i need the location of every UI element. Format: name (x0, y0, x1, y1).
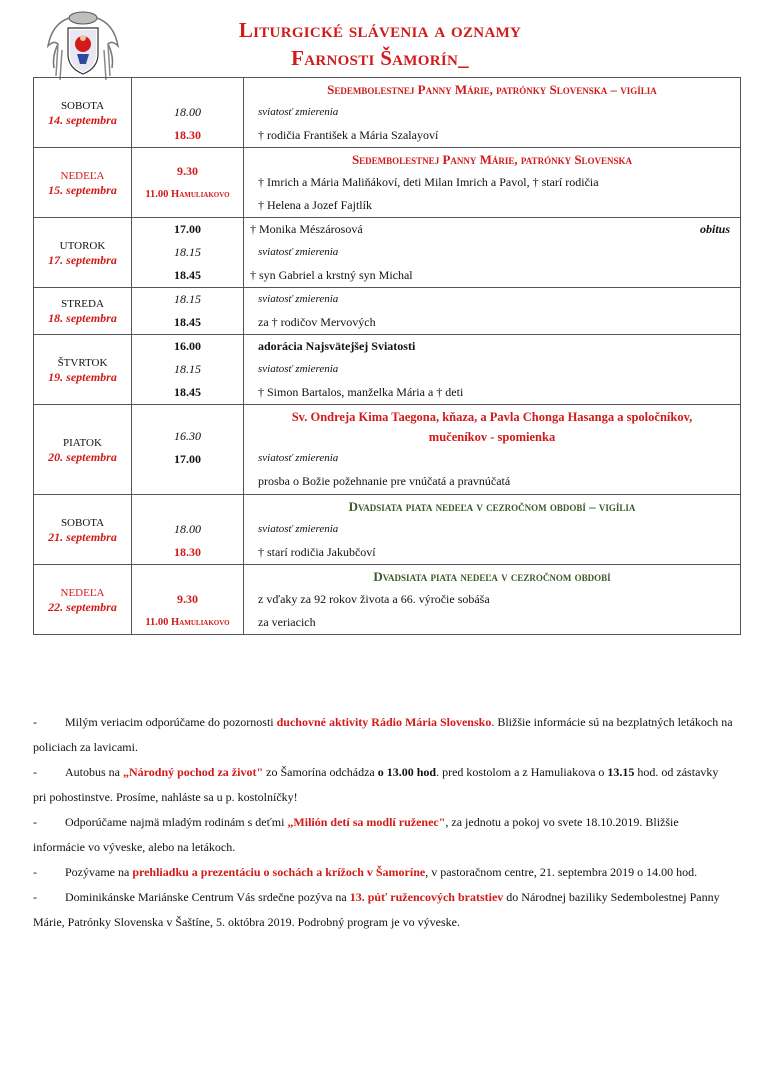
feast-title: Dvadsiata piata nedeľa v cezročnom období – vigília (348, 499, 636, 514)
day-date: 20. septembra (48, 449, 117, 464)
time-line (132, 495, 243, 518)
time-line: 17.00 (174, 452, 201, 466)
time-line: 18.45 (174, 268, 201, 282)
announcement-text: zo Šamorína odchádza (263, 765, 378, 779)
day-date: 21. septembra (48, 529, 117, 544)
mass-intention: † Simon Bartalos, manželka Mária a † deti (258, 385, 464, 399)
schedule-row (34, 288, 741, 335)
mass-intention: za † rodičov Mervových (258, 315, 376, 329)
intention-cell (244, 218, 741, 288)
bullet-dash: - (33, 890, 37, 904)
parish-crest-logo (44, 10, 122, 82)
announcement-text: Pozývame na (65, 865, 133, 879)
day-cell (34, 218, 132, 288)
day-name: STREDA (61, 298, 104, 310)
mass-intention: † rodičia František a Mária Szalayoví (258, 128, 439, 142)
intention-cell (244, 565, 741, 635)
time-cell (132, 78, 244, 148)
title-line-1: Liturgické slávenia a oznamy (238, 18, 522, 42)
time-cell (132, 565, 244, 635)
time-line (132, 78, 243, 101)
time-line: 18.00 (174, 105, 201, 119)
feast-title: Sv. Ondreja Kima Taegona, kňaza, a Pavla Chonga Hasanga a spoločníkov, (291, 409, 693, 424)
time-line: 17.00 (174, 222, 201, 236)
day-date: 19. septembra (48, 369, 117, 384)
day-cell (34, 565, 132, 635)
schedule-row (34, 78, 741, 148)
time-cell (132, 495, 244, 565)
time-cell (132, 335, 244, 405)
announcements (33, 710, 733, 935)
highlighted-text: 13. púť ružencových bratstiev (349, 890, 504, 904)
schedule-row (34, 148, 741, 218)
day-name: PIATOK (63, 436, 102, 449)
day-date: 15. septembra (48, 182, 117, 197)
announcement-item (33, 860, 733, 885)
time-line: 9.30 (177, 592, 198, 606)
time-line (132, 471, 243, 494)
day-name: UTOROK (59, 239, 106, 252)
schedule-row (34, 495, 741, 565)
bullet-dash: - (33, 765, 37, 779)
announcement-text: hod. od zástavky pri pohostinstve. Prosíme, nahláste sa u p. kostolníčky! (33, 765, 719, 804)
mass-intention: † Helena a Jozef Fajtlík (258, 198, 372, 212)
schedule-row (34, 565, 741, 635)
announcement-text: , v pastoračnom centre, 21. septembra 2019 o 14.00 hod. (425, 865, 698, 879)
announcement-text: , za jednotu a pokoj vo svete 18.10.2019. Bližšie informácie vo výveske, alebo na letákoch. (33, 815, 679, 854)
day-date: 17. septembra (48, 252, 117, 267)
day-cell (34, 148, 132, 218)
time-line: 18.45 (174, 385, 201, 399)
feast-title: Sedembolestnej Panny Márie, patrónky Slovenska (351, 152, 633, 167)
announcement-text: Dominikánske Mariánske Centrum Vás srdečne pozýva na (65, 890, 350, 904)
announcement-text: Milým veriacim odporúčame do pozornosti (65, 715, 277, 729)
feast-title: mučeníkov - spomienka (428, 429, 556, 444)
confession-note: sviatosť zmierenia (258, 451, 339, 464)
announcement-item (33, 710, 733, 760)
page-title (130, 16, 630, 72)
day-cell (34, 495, 132, 565)
title-line-2: Farnosti Šamorín_ (291, 46, 469, 70)
feast-title: Sedembolestnej Panny Márie, patrónky Slovenska – vigília (327, 82, 657, 97)
highlighted-text: duchovné aktivity Rádio Mária Slovensko (276, 715, 492, 729)
time-line: 18.30 (174, 545, 201, 559)
mass-intention: adorácia Najsvätejšej Sviatosti (258, 339, 416, 353)
intention-cell (244, 335, 741, 405)
time-line (132, 565, 243, 588)
announcement-item (33, 810, 733, 860)
day-name: SOBOTA (60, 516, 105, 529)
day-name: NEDEĽA (60, 169, 105, 182)
confession-note: sviatosť zmierenia (258, 523, 339, 535)
announcement-text: Odporúčame najmä mladým rodinám s deťmi (65, 815, 288, 829)
day-date: 14. septembra (48, 112, 117, 127)
highlighted-text: „Národný pochod za život" (123, 765, 264, 779)
location-name: Hamuliakovo (171, 617, 230, 628)
time-cell (132, 288, 244, 335)
bullet-dash: - (33, 815, 37, 829)
time-line: 18.15 (174, 292, 201, 306)
confession-note: sviatosť zmierenia (258, 363, 339, 375)
mass-intention: † starí rodičia Jakubčoví (258, 545, 376, 559)
intention-cell (244, 495, 741, 565)
time-line: 18.00 (174, 522, 201, 536)
feast-title: Dvadsiata piata nedeľa v cezročnom období (373, 569, 611, 584)
confession-note: sviatosť zmierenia (258, 293, 339, 305)
day-date: 18. septembra (48, 311, 117, 325)
time-line: 18.30 (174, 128, 201, 142)
intention-cell (244, 405, 741, 495)
day-name: SOBOTA (60, 99, 105, 112)
day-cell (34, 288, 132, 335)
time-line: 11.00 Hamuliakovo (145, 188, 230, 200)
intention-cell (244, 78, 741, 148)
obitus-label: obitus (699, 222, 730, 236)
bullet-dash: - (33, 865, 37, 879)
intention-cell (244, 288, 741, 335)
time-line: 16.30 (174, 429, 201, 443)
time-cell (132, 148, 244, 218)
mass-intention: † Imrich a Mária Maliňákoví, deti Milan Imrich a Pavol, † starí rodičia (258, 175, 599, 189)
day-name: ŠTVRTOK (57, 356, 108, 369)
time-line: 16.00 (174, 339, 201, 353)
announcement-text: . pred kostolom a z Hamuliakova o (436, 765, 608, 779)
bold-text: 13.15 (607, 765, 635, 779)
mass-intention: z vďaky za 92 rokov života a 66. výročie sobáša (258, 592, 490, 606)
day-name: NEDEĽA (60, 586, 105, 599)
time-line: 11.00 Hamuliakovo (145, 617, 230, 628)
bold-text: o 13.00 hod (377, 765, 437, 779)
time-line: 9.30 (177, 163, 198, 178)
time-line: 18.15 (174, 362, 201, 376)
confession-note: sviatosť zmierenia (258, 106, 339, 118)
time-line (132, 405, 243, 425)
time-cell (132, 405, 244, 495)
announcement-item (33, 885, 733, 935)
confession-note: sviatosť zmierenia (258, 246, 339, 258)
schedule-row (34, 405, 741, 495)
schedule-row (34, 335, 741, 405)
highlighted-text: „Milión detí sa modlí ruženec" (287, 815, 446, 829)
announcement-item (33, 760, 733, 810)
schedule-row (34, 218, 741, 288)
bullet-dash: - (33, 715, 37, 729)
location-name: Hamuliakovo (171, 188, 230, 200)
announcement-text: . Bližšie informácie sú na bezplatných letákoch na policiach za lavicami. (33, 715, 733, 754)
day-cell (34, 335, 132, 405)
mass-intention: za veriacich (258, 615, 316, 629)
mass-intention: † syn Gabriel a krstný syn Michal (250, 268, 413, 282)
day-cell (34, 405, 132, 495)
time-line: 18.45 (174, 315, 201, 329)
time-line: 18.15 (174, 245, 201, 259)
time-cell (132, 218, 244, 288)
highlighted-text: prehliadku a prezentáciu o sochách a krížoch v Šamoríne (132, 865, 426, 879)
day-date: 22. septembra (48, 599, 117, 614)
mass-intention: prosba o Božie požehnanie pre vnúčatá a pravnúčatá (258, 473, 511, 488)
schedule-table (33, 77, 741, 635)
announcement-text: do Národnej baziliky Sedembolestnej Panny Márie, Patrónky Slovenska v Šaštíne, 5. októbra 2019. Podrobný program je vo výveske. (33, 890, 720, 929)
announcement-text: Autobus na (65, 765, 123, 779)
intention-cell (244, 148, 741, 218)
day-cell (34, 78, 132, 148)
mass-intention: † Monika Mészárosová obitus (244, 218, 740, 241)
